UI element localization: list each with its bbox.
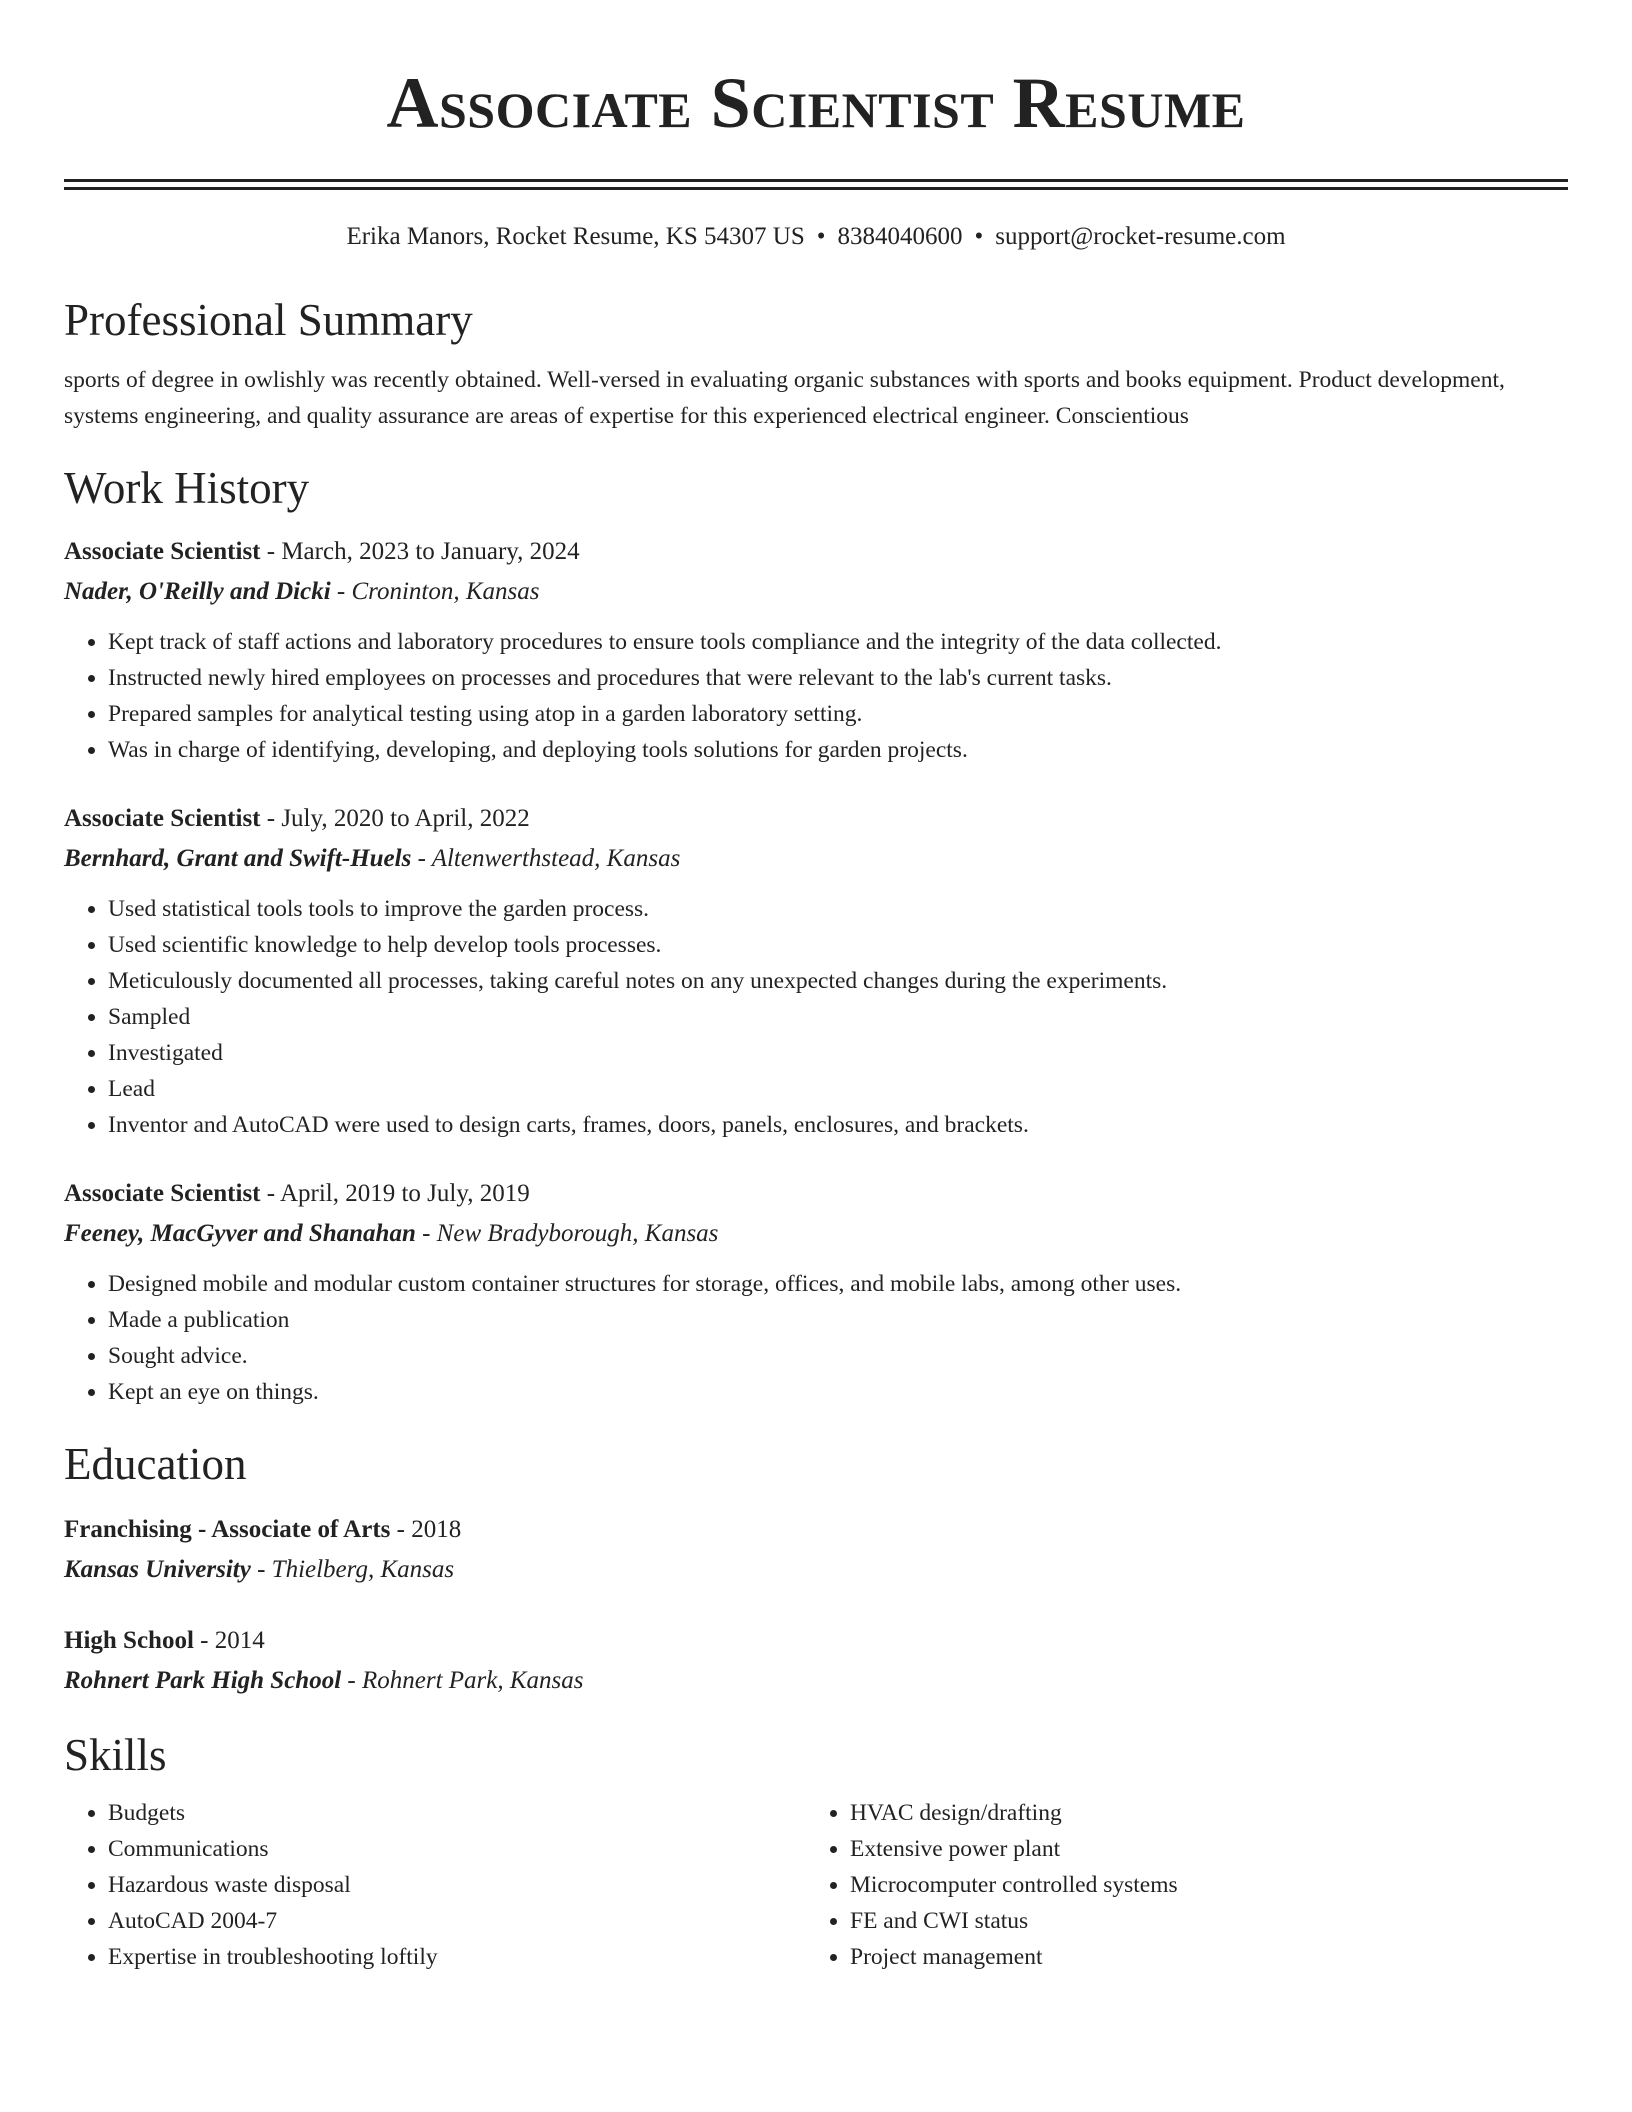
summary-text: sports of degree in owlishly was recently obtained. Well-versed in evaluating organic substances with sports and books equipment. Product development, systems engineering, and quality assurance are areas of expertise for this experienced electrical engineer. Conscientious	[64, 367, 1505, 429]
skill-item: • Communications	[108, 1831, 806, 1867]
job-bullet: • Investigated	[108, 1035, 1568, 1071]
education-entry	[64, 1510, 1568, 1590]
education-heading: Education	[64, 1439, 247, 1489]
work-history-heading: Work History	[64, 463, 310, 513]
job-bullets	[64, 891, 1568, 1143]
education-school: Kansas University	[64, 1556, 251, 1583]
job-bullet: • Made a publication	[108, 1302, 1568, 1338]
education-year: - 2014	[193, 1627, 265, 1654]
job-dates: - April, 2019 to July, 2019	[260, 1180, 530, 1207]
job-location: - Croninton, Kansas	[330, 578, 540, 605]
education-school: Rohnert Park High School	[64, 1667, 342, 1694]
education-entry	[64, 1621, 1568, 1701]
job-bullet: • Sought advice.	[108, 1338, 1568, 1374]
job-bullet: • Used statistical tools tools to improve the garden process.	[108, 891, 1568, 927]
skill-item: • Expertise in troubleshooting loftily	[108, 1939, 806, 1975]
job-company: Nader, O'Reilly and Dicki	[64, 578, 331, 605]
job-bullet: • Prepared samples for analytical testing using atop in a garden laboratory setting.	[108, 696, 1568, 732]
job-bullet: • Kept an eye on things.	[108, 1374, 1568, 1410]
skills-list-right	[806, 1795, 1568, 1975]
job-company-line	[64, 572, 1568, 612]
education-location: - Rohnert Park, Kansas	[341, 1667, 584, 1694]
job-company-line	[64, 1214, 1568, 1254]
skills-list-left	[64, 1795, 806, 1975]
job-entry	[64, 799, 1568, 1143]
job-bullets	[64, 624, 1568, 768]
job-bullet: • Meticulously documented all processes, taking careful notes on any unexpected changes during the experiments.	[108, 963, 1568, 999]
contact-line	[64, 220, 1568, 254]
job-location: - Altenwerthstead, Kansas	[411, 845, 681, 872]
contact-separator: •	[974, 223, 984, 250]
skills-columns	[64, 1795, 1568, 1975]
education-year: - 2018	[390, 1516, 462, 1543]
skill-item: • Microcomputer controlled systems	[850, 1867, 1568, 1903]
job-bullet: • Designed mobile and modular custom container structures for storage, offices, and mobile labs, among other uses.	[108, 1266, 1568, 1302]
job-dates: - March, 2023 to January, 2024	[260, 538, 580, 565]
skills-heading: Skills	[64, 1730, 167, 1780]
job-title: Associate Scientist	[64, 805, 261, 832]
job-entry	[64, 532, 1568, 768]
contact-address: Erika Manors, Rocket Resume, KS 54307 US	[346, 223, 805, 250]
job-bullet: • Inventor and AutoCAD were used to design carts, frames, doors, panels, enclosures, and brackets.	[108, 1107, 1568, 1143]
job-company-line	[64, 839, 1568, 879]
resume-title: Associate Scientist Resume	[386, 63, 1246, 143]
skill-item: • AutoCAD 2004-7	[108, 1903, 806, 1939]
job-entry	[64, 1174, 1568, 1410]
job-bullets	[64, 1266, 1568, 1410]
skill-item: • Budgets	[108, 1795, 806, 1831]
job-title: Associate Scientist	[64, 538, 261, 565]
job-bullet: • Used scientific knowledge to help develop tools processes.	[108, 927, 1568, 963]
job-bullet: • Kept track of staff actions and laboratory procedures to ensure tools compliance and the integrity of the data collected.	[108, 624, 1568, 660]
summary-heading: Professional Summary	[64, 295, 473, 345]
job-bullet: • Lead	[108, 1071, 1568, 1107]
skill-item: • Project management	[850, 1939, 1568, 1975]
education-school-line	[64, 1661, 1568, 1701]
education-degree: Franchising - Associate of Arts	[64, 1516, 391, 1543]
job-company: Bernhard, Grant and Swift-Huels	[64, 845, 412, 872]
job-dates: - July, 2020 to April, 2022	[260, 805, 530, 832]
job-bullet: • Was in charge of identifying, developing, and deploying tools solutions for garden projects.	[108, 732, 1568, 768]
skill-item: • HVAC design/drafting	[850, 1795, 1568, 1831]
contact-email: support@rocket-resume.com	[995, 223, 1286, 250]
job-location: - New Bradyborough, Kansas	[415, 1220, 719, 1247]
contact-separator: •	[816, 223, 826, 250]
education-degree: High School	[64, 1627, 194, 1654]
job-bullet: • Instructed newly hired employees on processes and procedures that were relevant to the lab's current tasks.	[108, 660, 1568, 696]
contact-phone: 8384040600	[837, 223, 963, 250]
job-title-line	[64, 1174, 1568, 1214]
education-degree-line	[64, 1510, 1568, 1550]
job-title: Associate Scientist	[64, 1180, 261, 1207]
job-bullet: • Sampled	[108, 999, 1568, 1035]
job-title-line	[64, 532, 1568, 572]
education-school-line	[64, 1550, 1568, 1590]
education-location: - Thielberg, Kansas	[250, 1556, 455, 1583]
skill-item: • FE and CWI status	[850, 1903, 1568, 1939]
job-company: Feeney, MacGyver and Shanahan	[64, 1220, 416, 1247]
job-title-line	[64, 799, 1568, 839]
skill-item: • Hazardous waste disposal	[108, 1867, 806, 1903]
education-degree-line	[64, 1621, 1568, 1661]
title-double-rule	[64, 179, 1568, 190]
skill-item: • Extensive power plant	[850, 1831, 1568, 1867]
